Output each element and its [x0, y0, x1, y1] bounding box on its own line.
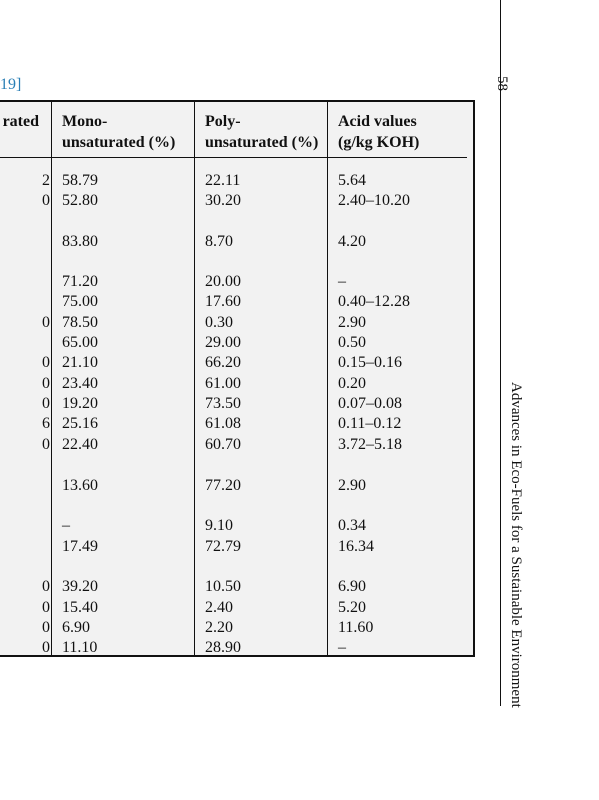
table-cell: 0.34: [338, 517, 366, 534]
table-cell: –: [62, 517, 70, 534]
table-cell: 23.40: [62, 375, 98, 392]
table-cell: 2.90: [338, 477, 366, 494]
table-cell: 15.40: [62, 599, 98, 616]
table-cell: 0: [42, 639, 50, 656]
table-cell: 72.79: [205, 538, 241, 555]
table-cell: 22.40: [62, 436, 98, 453]
table-column-monounsaturated: [52, 102, 195, 655]
table-cell: 75.00: [62, 293, 98, 310]
table-cell: 29.00: [205, 334, 241, 351]
table-cell: 25.16: [62, 415, 98, 432]
table-column-acid-values: [328, 102, 475, 655]
table-cell: 73.50: [205, 395, 241, 412]
table-cell: 2: [42, 172, 50, 189]
table-cell: 0.20: [338, 375, 366, 392]
table-cell: 11.10: [62, 639, 98, 656]
table-cell: 21.10: [62, 354, 98, 371]
table-cell: 3.72–5.18: [338, 436, 402, 453]
table-cell: 2.40–10.20: [338, 192, 410, 209]
column-header: Acid values (g/kg KOH): [338, 113, 420, 151]
table-column-saturated: [0, 102, 52, 655]
table-cell: 30.20: [205, 192, 241, 209]
column-header: Poly- unsaturated (%): [205, 113, 319, 151]
table-cell: 0.07–0.08: [338, 395, 402, 412]
table-cell: 4.20: [338, 233, 366, 250]
table-cell: –: [338, 273, 346, 290]
table-cell: 19.20: [62, 395, 98, 412]
table-cell: 0: [42, 619, 50, 636]
table-column-polyunsaturated: [195, 102, 328, 655]
table-cell: 13.60: [62, 477, 98, 494]
table-cell: 66.20: [205, 354, 241, 371]
table-cell: 0: [42, 578, 50, 595]
table-cell: 0: [42, 192, 50, 209]
page-number: 58: [494, 76, 510, 91]
table-cell: –: [338, 639, 346, 656]
table-cell: 16.34: [338, 538, 374, 555]
table-cell: 22.11: [205, 172, 241, 189]
table-cell: 28.90: [205, 639, 241, 656]
table-cell: 0: [42, 436, 50, 453]
table-cell: 2.20: [205, 619, 233, 636]
table-cell: 77.20: [205, 477, 241, 494]
column-header: rated: [2, 113, 39, 130]
table-cell: 0.30: [205, 314, 233, 331]
table-cell: 52.80: [62, 192, 98, 209]
table-cell: 60.70: [205, 436, 241, 453]
table-cell: 83.80: [62, 233, 98, 250]
fatty-acid-table: [0, 100, 475, 657]
header-divider: [0, 157, 467, 158]
table-cell: 11.60: [338, 619, 374, 636]
table-cell: 0: [42, 314, 50, 331]
book-title: Advances in Eco-Fuels for a Sustainable Environment: [508, 382, 524, 708]
table-cell: 6.90: [62, 619, 90, 636]
table-cell: 6.90: [338, 578, 366, 595]
table-cell: 5.64: [338, 172, 366, 189]
reference-citation: 19]: [0, 76, 22, 93]
table-cell: 61.08: [205, 415, 241, 432]
table-cell: 65.00: [62, 334, 98, 351]
table-cell: 0.50: [338, 334, 366, 351]
column-header: Mono- unsaturated (%): [62, 113, 176, 151]
table-cell: 0.40–12.28: [338, 293, 410, 310]
table-cell: 17.60: [205, 293, 241, 310]
table-cell: 61.00: [205, 375, 241, 392]
table-cell: 6: [42, 415, 50, 432]
table-cell: 0: [42, 395, 50, 412]
running-header-rule: [500, 0, 501, 706]
table-cell: 10.50: [205, 578, 241, 595]
table-cell: 0: [42, 375, 50, 392]
table-cell: 2.40: [205, 599, 233, 616]
table-cell: 17.49: [62, 538, 98, 555]
table-cell: 0.15–0.16: [338, 354, 402, 371]
table-cell: 8.70: [205, 233, 233, 250]
table-cell: 0: [42, 599, 50, 616]
table-cell: 78.50: [62, 314, 98, 331]
table-cell: 5.20: [338, 599, 366, 616]
table-cell: 20.00: [205, 273, 241, 290]
table-cell: 2.90: [338, 314, 366, 331]
table-cell: 0.11–0.12: [338, 415, 402, 432]
table-cell: 0: [42, 354, 50, 371]
table-cell: 9.10: [205, 517, 233, 534]
table-cell: 71.20: [62, 273, 98, 290]
table-cell: 58.79: [62, 172, 98, 189]
table-cell: 39.20: [62, 578, 98, 595]
